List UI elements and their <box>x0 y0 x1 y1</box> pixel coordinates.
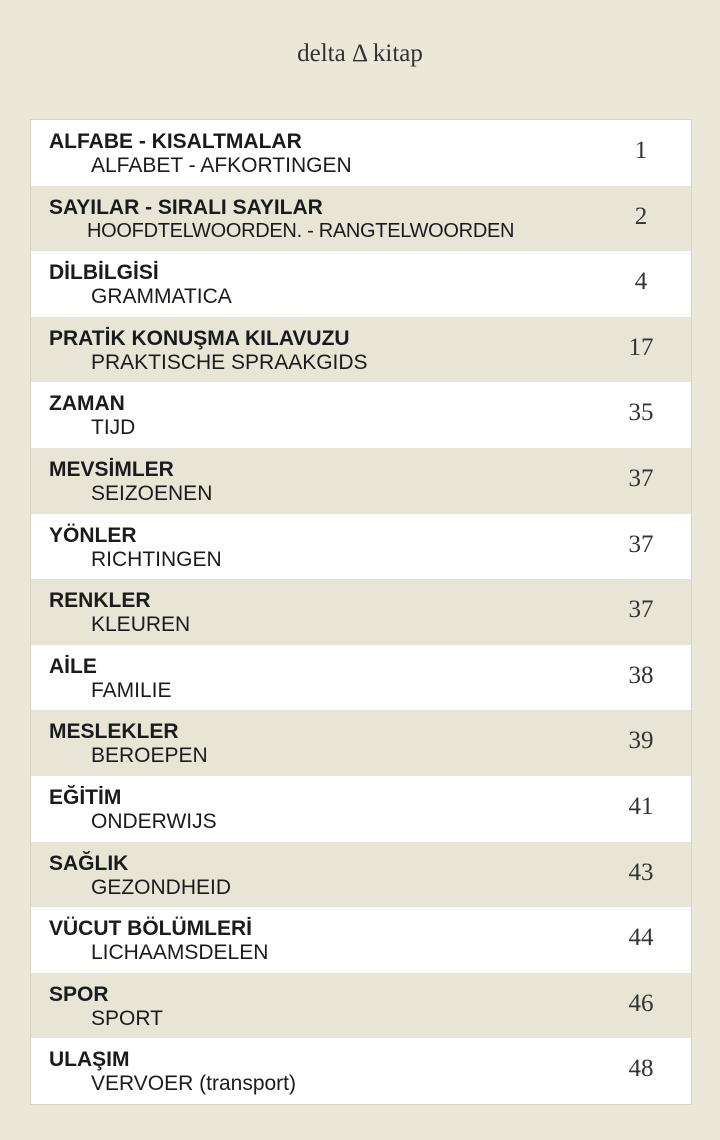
toc-row <box>31 514 691 580</box>
toc-row <box>31 842 691 908</box>
toc-title-turkish: RENKLER <box>49 589 151 613</box>
toc-row <box>31 776 691 842</box>
toc-row <box>31 317 691 383</box>
toc-page-number: 43 <box>628 858 654 886</box>
toc-row <box>31 907 691 973</box>
toc-row <box>31 186 691 252</box>
toc-page-number: 1 <box>634 137 648 164</box>
toc-title-dutch: KLEUREN <box>91 613 191 637</box>
toc-title-turkish: SPOR <box>49 982 109 1006</box>
toc-page-number: 2 <box>634 202 648 230</box>
toc-page-number: 48 <box>628 1055 654 1083</box>
publisher-header: delta Δ kitap <box>297 40 423 67</box>
toc-title-dutch: VERVOER (transport) <box>91 1072 297 1096</box>
toc-row <box>31 251 691 317</box>
toc-title-dutch: ONDERWIJS <box>91 809 217 833</box>
toc-title-turkish: ALFABE - KISALTMALAR <box>49 130 302 153</box>
toc-title-dutch: BEROEPEN <box>91 744 208 768</box>
toc-title-dutch: SEIZOENEN <box>91 481 213 505</box>
toc-title-dutch: LICHAAMSDELEN <box>91 941 269 965</box>
toc-row <box>31 382 691 448</box>
toc-page-number: 41 <box>628 792 654 820</box>
toc-page-number: 38 <box>628 661 654 689</box>
toc-row <box>31 1038 691 1104</box>
toc-title-dutch: GRAMMATICA <box>91 285 232 309</box>
toc-title-dutch: RICHTINGEN <box>91 547 222 571</box>
toc-title-dutch: FAMILIE <box>91 678 172 702</box>
toc-page-number: 37 <box>628 530 654 558</box>
toc-page-number: 35 <box>628 399 654 427</box>
toc-title-turkish: VÜCUT BÖLÜMLERİ <box>49 917 252 941</box>
toc-title-turkish: SAYILAR - SIRALI SAYILAR <box>49 195 323 219</box>
toc-row <box>31 579 691 645</box>
toc-title-turkish: MEVSİMLER <box>49 457 174 481</box>
toc-page-number: 17 <box>628 333 654 361</box>
toc-page-number: 46 <box>628 989 654 1017</box>
toc-title-dutch: TIJD <box>91 416 136 440</box>
toc-title-turkish: ULAŞIM <box>49 1048 130 1072</box>
toc-title-turkish: SAĞLIK <box>49 851 129 875</box>
toc-title-turkish: EĞİTİM <box>49 785 122 809</box>
toc-page-number: 39 <box>628 727 654 755</box>
toc-title-turkish: ZAMAN <box>49 392 125 416</box>
toc-page-number: 37 <box>628 464 654 492</box>
toc-title-dutch: GEZONDHEID <box>91 875 232 899</box>
toc-title-turkish: MESLEKLER <box>49 720 179 744</box>
toc-title-turkish: DİLBİLGİSİ <box>49 261 159 285</box>
toc-row <box>31 120 691 186</box>
toc-row <box>31 710 691 776</box>
table-of-contents <box>30 119 692 1105</box>
toc-title-turkish: YÖNLER <box>49 523 137 547</box>
toc-title-dutch: SPORT <box>91 1006 163 1030</box>
toc-title-turkish: AİLE <box>49 654 97 678</box>
toc-title-dutch: HOOFDTELWOORDEN. - RANGTELWOORDEN <box>87 219 515 242</box>
toc-page-number: 37 <box>628 596 654 624</box>
toc-row <box>31 973 691 1039</box>
toc-title-dutch: PRAKTISCHE SPRAAKGIDS <box>91 350 368 374</box>
toc-page-number: 44 <box>628 924 654 952</box>
toc-row <box>31 645 691 711</box>
toc-page-number: 4 <box>634 268 648 296</box>
toc-row <box>31 448 691 514</box>
toc-title-dutch: ALFABET - AFKORTINGEN <box>91 154 352 177</box>
toc-title-turkish: PRATİK KONUŞMA KILAVUZU <box>49 326 350 350</box>
